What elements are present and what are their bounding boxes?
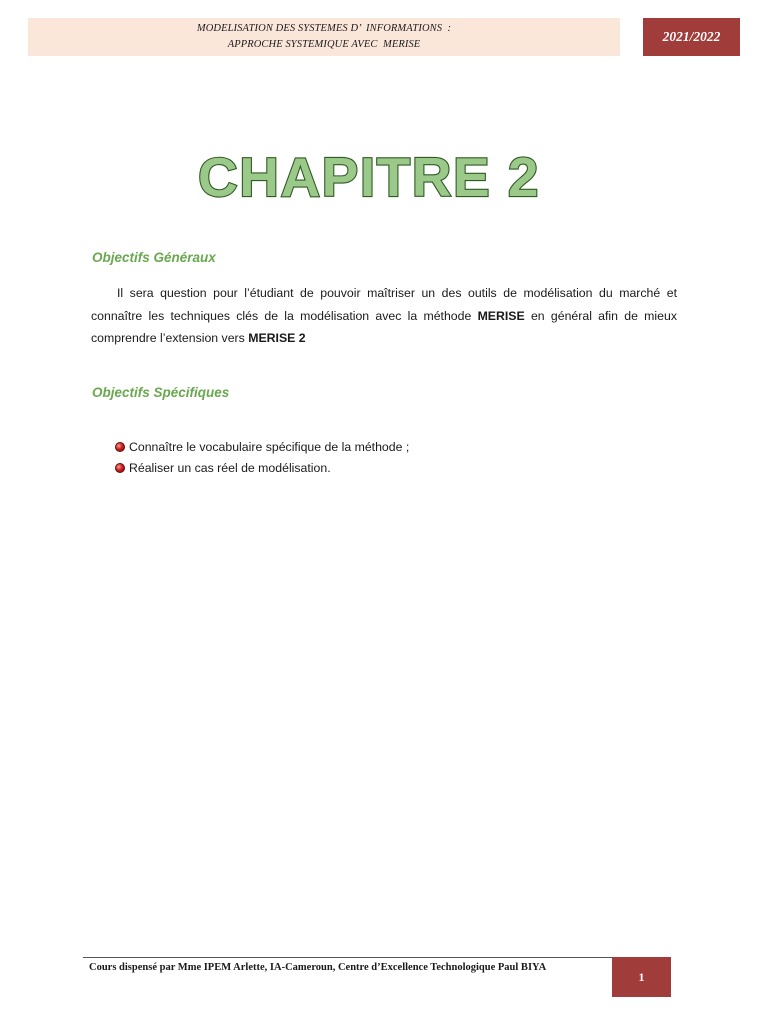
merise-bold: MERISE: [477, 308, 525, 323]
footer-credit: Cours dispensé par Mme IPEM Arlette, IA-Cameroun, Centre d’Excellence Technologique Paul BIYA: [89, 962, 547, 973]
list-item: [115, 436, 409, 457]
academic-year-badge: 2021/2022: [643, 18, 740, 56]
footer-divider: [83, 957, 613, 958]
objectifs-specifiques-list: [115, 436, 409, 478]
objectifs-generaux-heading: Objectifs Généraux: [92, 250, 216, 265]
merise-2-bold: MERISE 2: [248, 331, 306, 345]
page-number-badge: 1: [612, 957, 671, 997]
objectifs-text-part-1: Il sera question pour l’étudiant de pouvoir maîtriser un des outils de modélisation du marché et connaître les techniques clés de la modélisation avec la méthode: [91, 286, 677, 323]
objectifs-generaux-paragraph: [91, 282, 677, 350]
red-bullet-icon: [115, 463, 125, 473]
red-bullet-icon: [115, 442, 125, 452]
header-banner: [28, 18, 620, 56]
list-item-text: Réaliser un cas réel de modélisation.: [129, 460, 331, 475]
chapter-title: [0, 135, 768, 215]
header-title-line-2: APPROCHE SYSTEMIQUE AVEC MERISE: [227, 39, 421, 50]
list-item-text: Connaître le vocabulaire spécifique de la méthode ;: [129, 439, 410, 454]
objectifs-specifiques-heading: Objectifs Spécifiques: [92, 385, 230, 400]
list-item: [115, 457, 409, 478]
objectifs-text-part-2: en général afin de mieux comprendre l’extension vers: [91, 308, 677, 345]
chapter-title-text: CHAPITRE 2: [198, 146, 540, 208]
header-title-line-1: MODELISATION DES SYSTEMES D’ INFORMATIONS :: [196, 23, 452, 34]
